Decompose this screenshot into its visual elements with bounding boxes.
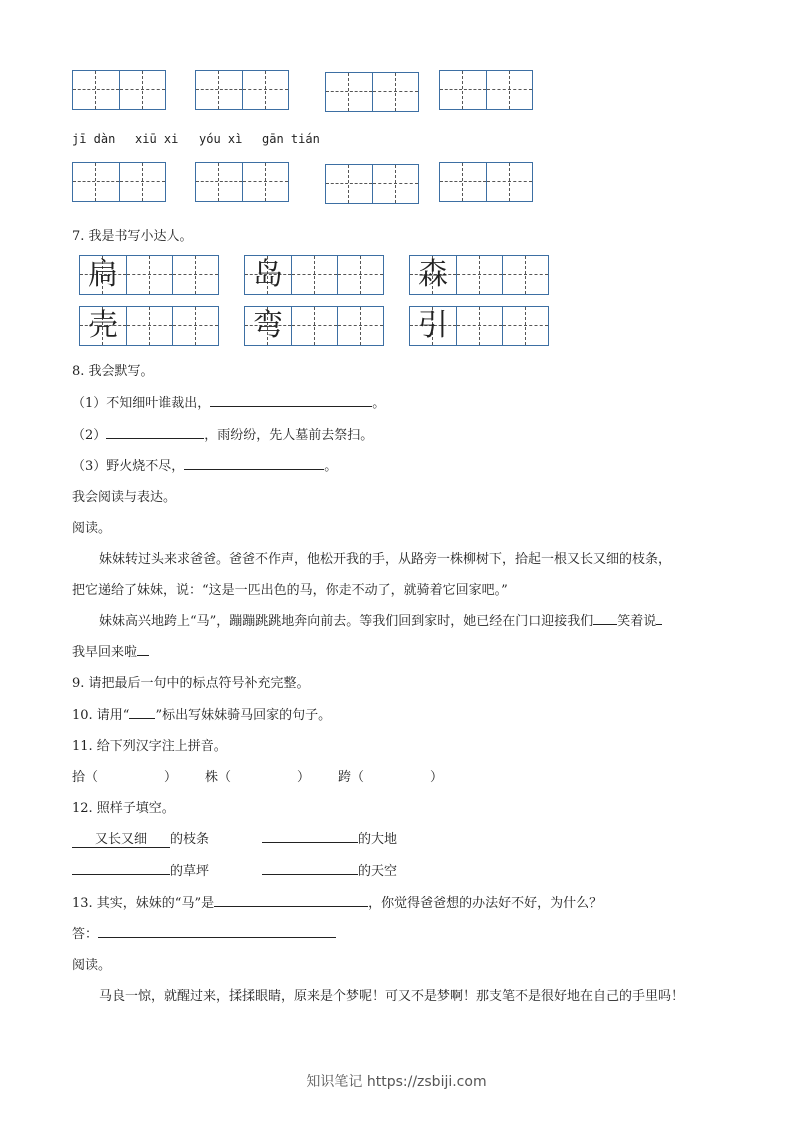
passage-line: 马良一惊，就醒过来，揉揉眼睛，原来是个梦呢！可又不是梦啊！那支笔不是很好地在自己的手里吗！ bbox=[99, 989, 685, 1004]
pinyin-item: 株（ bbox=[205, 770, 232, 785]
item-text: ，雨纷纷，先人墓前去祭扫。 bbox=[204, 428, 374, 443]
question-9: 9. 请把最后一句中的标点符号补充完整。 bbox=[72, 676, 310, 691]
item-text: 。 bbox=[324, 459, 338, 474]
item-text: （3）野火烧不尽， bbox=[72, 459, 185, 474]
answer-blank[interactable] bbox=[210, 394, 372, 407]
writing-grid[interactable] bbox=[72, 162, 166, 202]
writing-grid bbox=[195, 70, 289, 110]
passage-text: 妹妹高兴地跨上“马”，蹦蹦跳跳地奔向前去。等我们回到家时，她已经在门口迎接我们 bbox=[99, 614, 594, 629]
answer-blank[interactable] bbox=[262, 830, 358, 843]
page-footer: 知识笔记 https://zsbiji.com bbox=[306, 1074, 487, 1090]
char-grid[interactable] bbox=[244, 306, 384, 346]
question-text: ”标出写妹妹骑马回家的句子。 bbox=[155, 708, 332, 723]
pinyin-label: xiū xi bbox=[135, 132, 179, 146]
answer-blank[interactable] bbox=[184, 457, 324, 470]
writing-grid[interactable] bbox=[439, 162, 533, 202]
char-grid[interactable] bbox=[244, 255, 384, 295]
fill-row bbox=[262, 860, 397, 879]
answer-blank[interactable] bbox=[98, 925, 336, 938]
char-grid[interactable] bbox=[79, 255, 219, 295]
punctuation-blank[interactable] bbox=[656, 612, 662, 625]
answer-label: 答： bbox=[72, 927, 99, 942]
pinyin-label: gān tián bbox=[262, 132, 320, 146]
section-heading: 我会阅读与表达。 bbox=[72, 490, 177, 505]
question-text: 10. 请用“ bbox=[72, 708, 130, 723]
writing-grid bbox=[325, 72, 419, 112]
char-grid[interactable] bbox=[79, 306, 219, 346]
item-text: （1）不知细叶谁裁出， bbox=[72, 396, 211, 411]
question-text: 13. 其实，妹妹的“马”是 bbox=[72, 896, 215, 911]
model-character: 弯 bbox=[253, 308, 283, 343]
question-8-item-2 bbox=[72, 424, 373, 443]
item-text: 。 bbox=[372, 396, 386, 411]
answer-blank[interactable] bbox=[262, 862, 358, 875]
writing-grid[interactable] bbox=[325, 164, 419, 204]
model-character: 引 bbox=[418, 308, 448, 343]
fill-row bbox=[72, 860, 209, 879]
answer-line bbox=[72, 923, 336, 942]
writing-grid[interactable] bbox=[195, 162, 289, 202]
passage-line: 妹妹转过头来求爸爸。爸爸不作声，他松开我的手，从路旁一株柳树下，拾起一根又长又细的枝条， bbox=[99, 552, 672, 567]
underline-sample bbox=[129, 706, 155, 719]
question-11-title: 11. 给下列汉字注上拼音。 bbox=[72, 739, 227, 754]
punctuation-blank[interactable] bbox=[137, 643, 149, 656]
pinyin-item: 拾（ bbox=[72, 770, 99, 785]
question-8-item-3 bbox=[72, 455, 337, 474]
example-answer: 又长又细 bbox=[72, 828, 170, 848]
pinyin-label: yóu xì bbox=[199, 132, 243, 146]
reading-label: 阅读。 bbox=[72, 521, 112, 536]
fill-label: 的天空 bbox=[358, 864, 398, 879]
passage-line bbox=[72, 641, 149, 660]
char-grid[interactable] bbox=[409, 255, 549, 295]
pinyin-item[interactable]: ） bbox=[164, 770, 178, 785]
model-character: 岛 bbox=[253, 257, 283, 292]
pinyin-label: jī dàn bbox=[72, 132, 116, 146]
model-character: 森 bbox=[418, 257, 448, 292]
model-character: 壳 bbox=[88, 308, 118, 343]
question-text: ，你觉得爸爸想的办法好不好，为什么？ bbox=[368, 896, 603, 911]
fill-label: 的草坪 bbox=[170, 864, 210, 879]
pinyin-item[interactable]: ） bbox=[430, 770, 444, 785]
item-text: （2） bbox=[72, 428, 107, 443]
writing-grid bbox=[439, 70, 533, 110]
question-8-title: 8. 我会默写。 bbox=[72, 364, 154, 379]
question-8-item-1 bbox=[72, 392, 385, 411]
fill-row bbox=[72, 828, 209, 848]
answer-blank[interactable] bbox=[106, 426, 204, 439]
model-character: 扃 bbox=[88, 257, 118, 292]
passage-line: 把它递给了妹妹，说：“这是一匹出色的马，你走不动了，就骑着它回家吧。” bbox=[72, 583, 508, 598]
question-12-title: 12. 照样子填空。 bbox=[72, 801, 175, 816]
question-13 bbox=[72, 892, 602, 911]
pinyin-item: 跨（ bbox=[338, 770, 365, 785]
writing-grid bbox=[72, 70, 166, 110]
reading-label: 阅读。 bbox=[72, 958, 112, 973]
pinyin-item[interactable]: ） bbox=[297, 770, 311, 785]
passage-text: 我早回来啦 bbox=[72, 645, 138, 660]
passage-text: 笑着说 bbox=[617, 614, 657, 629]
fill-label: 的枝条 bbox=[170, 832, 210, 847]
fill-label: 的大地 bbox=[358, 832, 398, 847]
question-10 bbox=[72, 704, 331, 723]
answer-blank[interactable] bbox=[72, 862, 170, 875]
punctuation-blank[interactable] bbox=[593, 612, 617, 625]
question-7-title: 7. 我是书写小达人。 bbox=[72, 229, 193, 244]
answer-blank[interactable] bbox=[214, 894, 368, 907]
passage-line bbox=[99, 610, 662, 629]
char-grid[interactable] bbox=[409, 306, 549, 346]
fill-row bbox=[262, 828, 397, 847]
